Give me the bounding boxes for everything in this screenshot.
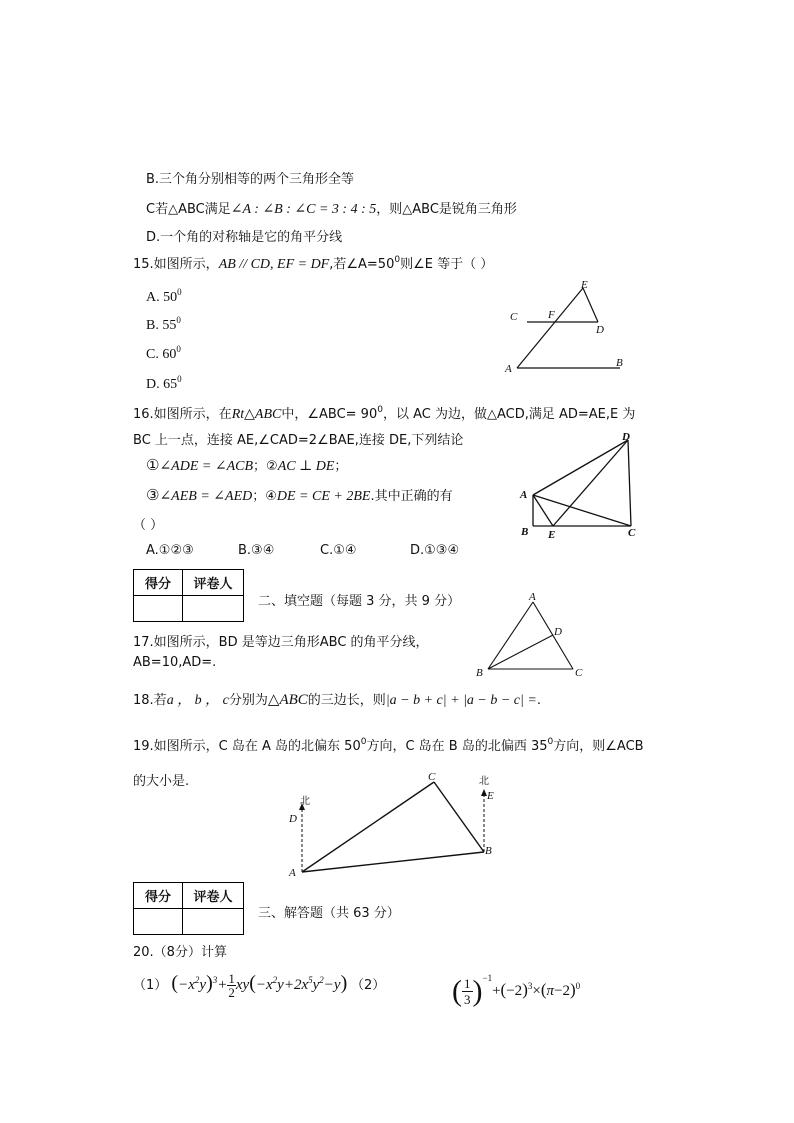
- q20-expression-2: ( $\frac{1}{3}$ )$^{-1}+(-2)^3\times(\pi-2)^0$: [452, 973, 581, 1008]
- q15-option-b-text: B. 55: [146, 318, 177, 333]
- q17-label-c: C: [575, 667, 583, 679]
- q20-part1-label: （1）: [133, 978, 168, 993]
- score-table-2: [133, 882, 244, 935]
- score-table-1: [133, 569, 244, 622]
- q19-line1: [133, 735, 644, 754]
- q19-label-a: A: [289, 867, 296, 879]
- q15-option-b: [146, 315, 181, 334]
- q19-label-c: C: [428, 771, 436, 783]
- q16-num3: ③: [146, 486, 160, 504]
- q16-num4: ；④: [252, 489, 277, 504]
- q17-line-bd: [488, 635, 553, 669]
- q19-line-ac: [302, 782, 434, 872]
- q16-num2: ；②: [253, 459, 278, 474]
- q19-degree-2: 0: [547, 737, 554, 747]
- q16-label-a: A: [520, 489, 528, 501]
- q20-part1: [133, 962, 386, 1001]
- q18-stem: [133, 689, 541, 709]
- q14-option-c-ratio: ∠A : ∠B : ∠C = 3 : 4 : 5: [230, 202, 377, 217]
- q15-option-d: [146, 374, 182, 393]
- q16-line2: BC 上一点，连接 AE,∠CAD=2∠BAE,连接 DE,下列结论: [133, 433, 464, 448]
- q19-line-cb: [434, 782, 484, 852]
- q16-triangle: Rt△ABC: [231, 407, 282, 422]
- q16-question: .其中正确的有: [370, 489, 453, 504]
- q19-part-b: 方向，C 岛在 B 岛的北偏西 35: [366, 739, 548, 754]
- q15-degree: 0: [394, 255, 401, 265]
- q16-option-a: A.①②③: [146, 543, 194, 558]
- q16-conclusions-1-2: [146, 455, 347, 475]
- q18-variables: a ， b ， c: [166, 693, 229, 708]
- q17-figure: [470, 588, 590, 680]
- q19-part-c: 方向，则∠ACB: [553, 739, 644, 754]
- q15-option-a-degree: 0: [177, 287, 182, 297]
- q16-angle: 中，∠ABC= 90: [281, 407, 378, 422]
- grader-cell-2: [183, 909, 244, 935]
- q17-line2: AB=10,AD=.: [133, 655, 217, 670]
- q16-label-b: B: [521, 526, 529, 538]
- q15-label-b: B: [616, 357, 623, 369]
- q16-line-dc: [628, 440, 631, 526]
- q15-prefix: 15.如图所示，: [133, 257, 219, 272]
- q19-degree-1: 0: [360, 737, 367, 747]
- q15-line-ed: [583, 288, 598, 322]
- q18-mid: 分别为: [228, 693, 268, 708]
- q19-figure: [280, 768, 510, 880]
- score-cell-2: [134, 909, 183, 935]
- q19-north-label-b: 北: [479, 776, 489, 787]
- q17-label-b: B: [476, 667, 483, 679]
- q14-option-c-prefix: C若△ABC满足: [146, 202, 231, 217]
- grader-header-2: 评卷人: [183, 883, 244, 909]
- q16-conclusion-1: ∠ADE = ∠ACB: [159, 459, 254, 474]
- q15-option-d-degree: 0: [177, 374, 182, 384]
- section-3-title: 三、解答题（共 63 分）: [258, 906, 400, 921]
- q15-option-c: [146, 344, 181, 363]
- q16-line-ae: [533, 495, 553, 526]
- q14-option-c-suffix: ，则△ABC是锐角三角形: [376, 202, 517, 217]
- q15-option-b-degree: 0: [176, 315, 181, 325]
- q16-label-d: D: [622, 431, 630, 443]
- q16-prefix: 16.如图所示，在: [133, 407, 232, 422]
- q16-line-ac: [533, 495, 631, 526]
- q14-option-b: B.三个角分别相等的两个三角形全等: [146, 172, 355, 187]
- q15-figure: [495, 275, 635, 380]
- q19-north-label-a: 北: [300, 796, 310, 807]
- q15-option-c-text: C. 60: [146, 347, 177, 362]
- q15-label-c: C: [510, 311, 518, 323]
- q19-label-d: D: [289, 813, 297, 825]
- q18-expression: |a − b + c| + |a − b − c| =: [385, 693, 537, 708]
- q15-option-d-text: D. 65: [146, 377, 178, 392]
- q15-label-d: D: [596, 324, 604, 336]
- q14-option-d: D.一个角的对称轴是它的角平分线: [146, 230, 343, 245]
- q16-line-ad: [533, 440, 628, 495]
- q17-label-a: A: [529, 591, 536, 603]
- q20-part2-label: （2）: [351, 978, 386, 993]
- score-header: 得分: [134, 570, 183, 596]
- q16-figure: [515, 428, 645, 540]
- q16-conclusion-2: AC ⊥ DE: [277, 459, 335, 474]
- q16-num1: ①: [146, 456, 160, 474]
- q15-option-c-degree: 0: [176, 344, 181, 354]
- grader-cell: [183, 596, 244, 622]
- q15-label-e: E: [581, 279, 588, 291]
- q16-conclusions-3-4: [146, 485, 453, 505]
- q15-tail: 则∠E 等于（ ）: [400, 257, 494, 272]
- q20-expression-1: $(-x^2y)^3+$ $\frac{1}{2}$ $xy(-x^2y+2x^5y^2-y)$: [171, 971, 348, 1001]
- q16-paren: （ ）: [133, 518, 164, 533]
- q16-option-c: C.①④: [320, 543, 357, 558]
- q16-sep: ；: [334, 459, 348, 474]
- q15-angle: ,若∠A=50: [329, 257, 395, 272]
- q16-conclusion-3: ∠AEB = ∠AED: [159, 489, 253, 504]
- q19-label-e: E: [487, 790, 494, 802]
- score-header-2: 得分: [134, 883, 183, 909]
- q16-option-d: D.①③④: [410, 543, 460, 558]
- q16-conclusion-4: DE = CE + 2BE: [276, 489, 371, 504]
- q16-condition: ，以 AC 为边，做△ACD,满足 AD=AE,E 为: [382, 407, 636, 422]
- q15-label-f: F: [548, 309, 555, 321]
- section-2-title: 二、填空题（每题 3 分，共 9 分）: [258, 594, 461, 609]
- q19-label-b: B: [485, 845, 492, 857]
- q18-mid2: 的三边长，则: [307, 693, 386, 708]
- score-cell: [134, 596, 183, 622]
- q18-end: .: [536, 693, 541, 708]
- q16-label-e: E: [548, 529, 556, 540]
- q16-line1: [133, 403, 635, 423]
- q15-condition: AB // CD, EF = DF: [218, 257, 330, 272]
- q16-label-c: C: [628, 527, 636, 539]
- q15-line-ae: [517, 288, 583, 368]
- q19-line2: 的大小是.: [133, 774, 190, 789]
- q16-option-b: B.③④: [238, 543, 275, 558]
- q15-option-a-text: A. 50: [146, 290, 178, 305]
- q15-label-a: A: [505, 363, 512, 375]
- q16-degree: 0: [377, 405, 383, 415]
- q18-prefix: 18.若: [133, 693, 167, 708]
- q18-triangle: △ABC: [267, 692, 308, 708]
- q17-label-d: D: [554, 626, 562, 638]
- grader-header: 评卷人: [183, 570, 244, 596]
- q19-line-ab: [302, 852, 484, 872]
- q17-line1: 17.如图所示，BD 是等边三角形ABC 的角平分线，: [133, 635, 429, 650]
- q20-title: 20.（8分）计算: [133, 945, 227, 960]
- q19-part-a: 19.如图所示，C 岛在 A 岛的北偏东 50: [133, 739, 361, 754]
- q14-option-c: [146, 198, 517, 218]
- q15-option-a: [146, 287, 182, 306]
- q17-line-ab: [488, 602, 533, 669]
- q15-stem: [133, 253, 493, 273]
